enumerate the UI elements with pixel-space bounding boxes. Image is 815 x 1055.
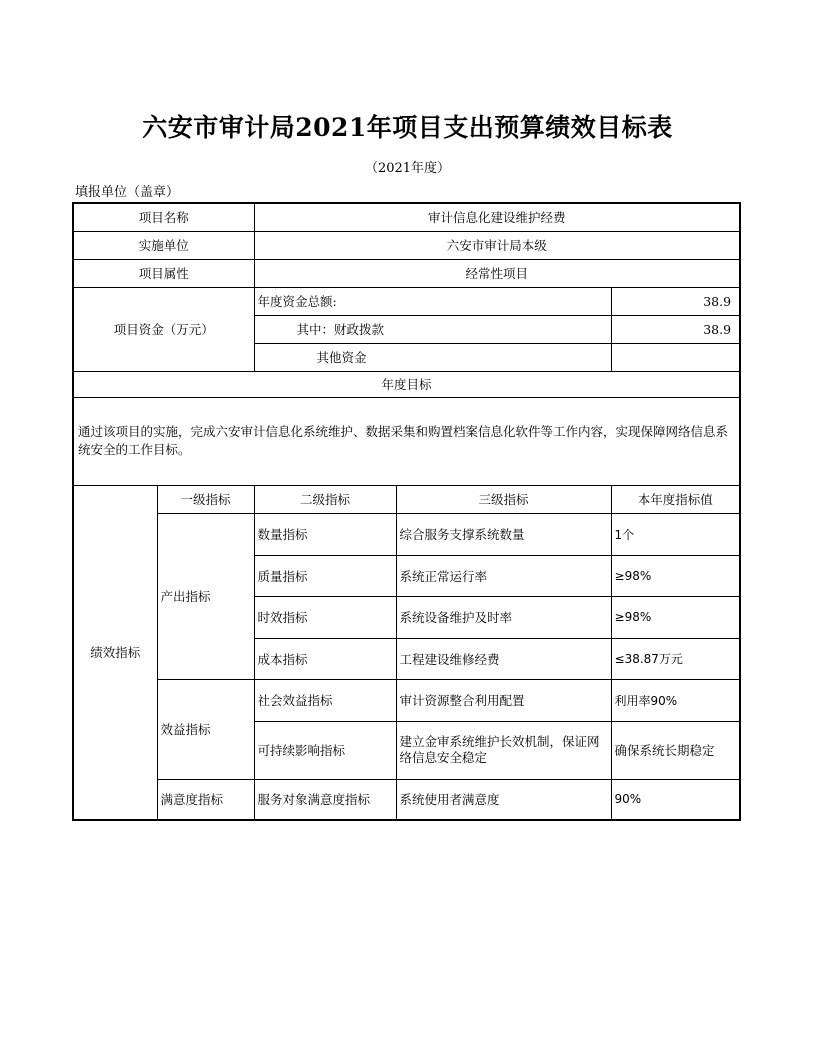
impl-unit-label: 实施单位 bbox=[73, 231, 254, 259]
level3-cell: 系统正常运行率 bbox=[396, 555, 611, 596]
header-target-value: 本年度指标值 bbox=[611, 485, 740, 513]
satisfaction-indicator-label: 满意度指标 bbox=[157, 779, 254, 820]
output-indicator-label: 产出指标 bbox=[157, 513, 254, 679]
fill-unit-label: 填报单位（盖章） bbox=[75, 185, 180, 200]
annual-total-label: 年度资金总额: bbox=[254, 287, 611, 315]
target-value-cell: ≥98% bbox=[611, 596, 740, 638]
row-project-attr bbox=[73, 259, 740, 287]
level2-cell: 成本指标 bbox=[254, 638, 396, 679]
level2-cell: 数量指标 bbox=[254, 513, 396, 555]
level2-cell: 可持续影响指标 bbox=[254, 721, 396, 779]
target-value-cell: 利用率90% bbox=[611, 679, 740, 721]
level2-cell: 质量指标 bbox=[254, 555, 396, 596]
target-value-cell: 90% bbox=[611, 779, 740, 820]
table-row bbox=[73, 779, 740, 820]
goal-label: 年度目标 bbox=[73, 371, 740, 397]
level2-cell: 时效指标 bbox=[254, 596, 396, 638]
header-level3: 三级指标 bbox=[396, 485, 611, 513]
target-value-cell: ≥98% bbox=[611, 555, 740, 596]
target-value-cell: ≤38.87万元 bbox=[611, 638, 740, 679]
table-row bbox=[73, 513, 740, 555]
row-project-name bbox=[73, 203, 740, 231]
level3-cell: 综合服务支撑系统数量 bbox=[396, 513, 611, 555]
project-attr-value: 经常性项目 bbox=[254, 259, 740, 287]
level3-cell: 审计资源整合利用配置 bbox=[396, 679, 611, 721]
level3-cell: 工程建设维修经费 bbox=[396, 638, 611, 679]
funds-label: 项目资金（万元） bbox=[73, 287, 254, 371]
project-name-value: 审计信息化建设维护经费 bbox=[254, 203, 740, 231]
level3-cell: 系统设备维护及时率 bbox=[396, 596, 611, 638]
benefit-indicator-label: 效益指标 bbox=[157, 679, 254, 779]
project-name-label: 项目名称 bbox=[73, 203, 254, 231]
row-impl-unit bbox=[73, 231, 740, 259]
project-attr-label: 项目属性 bbox=[73, 259, 254, 287]
level3-cell: 系统使用者满意度 bbox=[396, 779, 611, 820]
header-level2: 二级指标 bbox=[254, 485, 396, 513]
fiscal-label: 其中：财政拨款 bbox=[254, 315, 611, 343]
row-goal-text bbox=[73, 397, 740, 485]
target-value-cell: 确保系统长期稳定 bbox=[611, 721, 740, 779]
budget-performance-table bbox=[72, 202, 741, 821]
target-value-cell: 1个 bbox=[611, 513, 740, 555]
level2-cell: 社会效益指标 bbox=[254, 679, 396, 721]
row-performance-header bbox=[73, 485, 740, 513]
annual-total-value: 38.9 bbox=[611, 287, 740, 315]
fiscal-value: 38.9 bbox=[611, 315, 740, 343]
header-level1: 一级指标 bbox=[157, 485, 254, 513]
row-annual-total bbox=[73, 287, 740, 315]
goal-text: 通过该项目的实施，完成六安审计信息化系统维护、数据采集和购置档案信息化软件等工作内容，实现保障网络信息系统安全的工作目标。 bbox=[73, 397, 740, 485]
row-goal-label bbox=[73, 371, 740, 397]
performance-section-label: 绩效指标 bbox=[73, 485, 157, 820]
other-funds-value bbox=[611, 343, 740, 371]
page-title: 六安市审计局2021年项目支出预算绩效目标表 bbox=[142, 113, 673, 142]
table-row bbox=[73, 679, 740, 721]
impl-unit-value: 六安市审计局本级 bbox=[254, 231, 740, 259]
level2-cell: 服务对象满意度指标 bbox=[254, 779, 396, 820]
page-subtitle: （2021年度） bbox=[364, 161, 451, 176]
other-funds-label: 其他资金 bbox=[254, 343, 611, 371]
level3-cell: 建立金审系统维护长效机制，保证网络信息安全稳定 bbox=[396, 721, 611, 779]
